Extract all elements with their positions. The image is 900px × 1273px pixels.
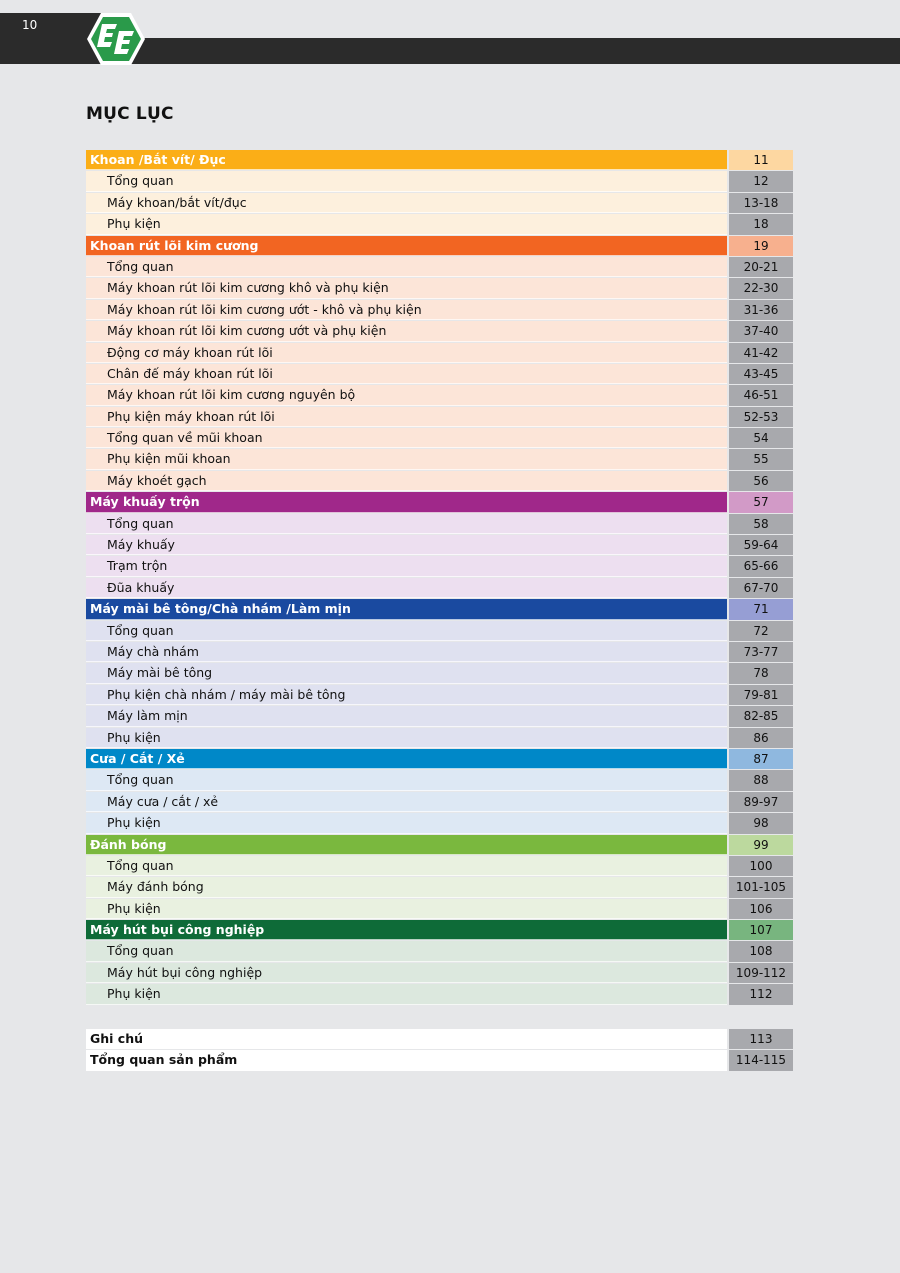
toc-entry[interactable] xyxy=(86,407,793,428)
page-number-cell: 55 xyxy=(729,449,793,469)
toc-entry[interactable] xyxy=(86,385,793,406)
page-number-cell: 67-70 xyxy=(729,578,793,598)
entry-label: Máy khoét gạch xyxy=(86,471,727,491)
page-number-cell: 112 xyxy=(729,984,793,1004)
entry-label: Phụ kiện xyxy=(86,899,727,919)
toc-entry[interactable] xyxy=(86,621,793,642)
page-number-cell: 88 xyxy=(729,770,793,790)
toc-entry[interactable] xyxy=(86,193,793,214)
entry-label: Tổng quan xyxy=(86,941,727,961)
page-number-cell: 19 xyxy=(729,236,793,256)
page-number-cell: 20-21 xyxy=(729,257,793,277)
page-number-cell: 59-64 xyxy=(729,535,793,555)
page-number-cell: 106 xyxy=(729,899,793,919)
entry-label: Tổng quan xyxy=(86,514,727,534)
page-number-cell: 89-97 xyxy=(729,792,793,812)
entry-label: Tổng quan xyxy=(86,257,727,277)
section-title: Đánh bóng xyxy=(86,835,727,855)
page-number-cell: 31-36 xyxy=(729,300,793,320)
section-header[interactable] xyxy=(86,236,793,257)
page-number-cell: 98 xyxy=(729,813,793,833)
page-title: MỤC LỤC xyxy=(86,104,174,124)
page-number-cell: 43-45 xyxy=(729,364,793,384)
page-number-cell: 12 xyxy=(729,171,793,191)
page-number-cell: 54 xyxy=(729,428,793,448)
entry-label: Trạm trộn xyxy=(86,556,727,576)
toc-entry[interactable] xyxy=(86,899,793,920)
entry-label: Máy khuấy xyxy=(86,535,727,555)
section-header[interactable] xyxy=(86,835,793,856)
extra-entry[interactable] xyxy=(86,1029,793,1050)
toc-entry[interactable] xyxy=(86,300,793,321)
entry-label: Ghi chú xyxy=(86,1029,727,1049)
page-number: 10 xyxy=(22,18,38,32)
page-number-cell: 101-105 xyxy=(729,877,793,897)
page-number-cell: 82-85 xyxy=(729,706,793,726)
section-header[interactable] xyxy=(86,749,793,770)
section-title: Máy mài bê tông/Chà nhám /Làm mịn xyxy=(86,599,727,619)
entry-label: Phụ kiện chà nhám / máy mài bê tông xyxy=(86,685,727,705)
page-number-cell: 113 xyxy=(729,1029,793,1049)
page-number-cell: 58 xyxy=(729,514,793,534)
toc-entry[interactable] xyxy=(86,856,793,877)
toc-entry[interactable] xyxy=(86,813,793,834)
toc-entry[interactable] xyxy=(86,706,793,727)
toc-entry[interactable] xyxy=(86,728,793,749)
entry-label: Máy chà nhám xyxy=(86,642,727,662)
entry-label: Máy đánh bóng xyxy=(86,877,727,897)
section-header[interactable] xyxy=(86,920,793,941)
entry-label: Máy khoan/bắt vít/đục xyxy=(86,193,727,213)
toc-entry[interactable] xyxy=(86,214,793,235)
toc-entry[interactable] xyxy=(86,535,793,556)
section-header[interactable] xyxy=(86,492,793,513)
entry-label: Máy khoan rút lõi kim cương nguyên bộ xyxy=(86,385,727,405)
entry-label: Phụ kiện xyxy=(86,813,727,833)
toc-entry[interactable] xyxy=(86,685,793,706)
entry-label: Tổng quan sản phẩm xyxy=(86,1050,727,1070)
page-number-cell: 22-30 xyxy=(729,278,793,298)
page-number-cell: 13-18 xyxy=(729,193,793,213)
entry-label: Máy hút bụi công nghiệp xyxy=(86,963,727,983)
page-number-cell: 99 xyxy=(729,835,793,855)
extra-entries xyxy=(86,1029,793,1072)
toc-entry[interactable] xyxy=(86,449,793,470)
entry-label: Máy làm mịn xyxy=(86,706,727,726)
toc-entry[interactable] xyxy=(86,663,793,684)
entry-label: Đũa khuấy xyxy=(86,578,727,598)
page-number-cell: 79-81 xyxy=(729,685,793,705)
entry-label: Phụ kiện máy khoan rút lõi xyxy=(86,407,727,427)
section-title: Khoan /Bắt vít/ Đục xyxy=(86,150,727,170)
page-number-cell: 109-112 xyxy=(729,963,793,983)
page-number-cell: 114-115 xyxy=(729,1050,793,1070)
entry-label: Phụ kiện mũi khoan xyxy=(86,449,727,469)
section-header[interactable] xyxy=(86,599,793,620)
entry-label: Tổng quan xyxy=(86,171,727,191)
entry-label: Động cơ máy khoan rút lõi xyxy=(86,343,727,363)
page-number-cell: 56 xyxy=(729,471,793,491)
page-number-cell: 37-40 xyxy=(729,321,793,341)
entry-label: Tổng quan xyxy=(86,770,727,790)
page-number-cell: 11 xyxy=(729,150,793,170)
toc-entry[interactable] xyxy=(86,941,793,962)
entry-label: Phụ kiện xyxy=(86,984,727,1004)
page-number-cell: 41-42 xyxy=(729,343,793,363)
page-number-cell: 52-53 xyxy=(729,407,793,427)
toc-entry[interactable] xyxy=(86,963,793,984)
toc-entry[interactable] xyxy=(86,578,793,599)
entry-label: Máy khoan rút lõi kim cương ướt - khô và phụ kiện xyxy=(86,300,727,320)
toc-entry[interactable] xyxy=(86,642,793,663)
toc-entry[interactable] xyxy=(86,877,793,898)
entry-label: Phụ kiện xyxy=(86,214,727,234)
entry-label: Máy khoan rút lõi kim cương ướt và phụ kiện xyxy=(86,321,727,341)
toc-entry[interactable] xyxy=(86,364,793,385)
toc-entry[interactable] xyxy=(86,428,793,449)
toc-entry[interactable] xyxy=(86,471,793,492)
toc-entry[interactable] xyxy=(86,514,793,535)
section-title: Khoan rút lõi kim cương xyxy=(86,236,727,256)
ee-logo-icon xyxy=(86,12,146,66)
page-number-cell: 100 xyxy=(729,856,793,876)
page-number-cell: 107 xyxy=(729,920,793,940)
extra-entry[interactable] xyxy=(86,1050,793,1071)
entry-label: Tổng quan về mũi khoan xyxy=(86,428,727,448)
entry-label: Tổng quan xyxy=(86,621,727,641)
page-number-cell: 46-51 xyxy=(729,385,793,405)
toc-entry[interactable] xyxy=(86,984,793,1005)
page-number-cell: 72 xyxy=(729,621,793,641)
page-number-cell: 65-66 xyxy=(729,556,793,576)
toc-entry[interactable] xyxy=(86,278,793,299)
toc-entry[interactable] xyxy=(86,792,793,813)
page-number-cell: 86 xyxy=(729,728,793,748)
entry-label: Tổng quan xyxy=(86,856,727,876)
toc-entry[interactable] xyxy=(86,321,793,342)
toc-entry[interactable] xyxy=(86,343,793,364)
section-title: Máy hút bụi công nghiệp xyxy=(86,920,727,940)
section-header[interactable] xyxy=(86,150,793,171)
entry-label: Chân đế máy khoan rút lõi xyxy=(86,364,727,384)
page-number-cell: 87 xyxy=(729,749,793,769)
entry-label: Máy khoan rút lõi kim cương khô và phụ kiện xyxy=(86,278,727,298)
page-number-cell: 73-77 xyxy=(729,642,793,662)
page-number-cell: 78 xyxy=(729,663,793,683)
entry-label: Máy cưa / cắt / xẻ xyxy=(86,792,727,812)
page-number-cell: 108 xyxy=(729,941,793,961)
section-title: Cưa / Cắt / Xẻ xyxy=(86,749,727,769)
toc-entry[interactable] xyxy=(86,257,793,278)
entry-label: Phụ kiện xyxy=(86,728,727,748)
entry-label: Máy mài bê tông xyxy=(86,663,727,683)
toc-entry[interactable] xyxy=(86,770,793,791)
page-number-cell: 71 xyxy=(729,599,793,619)
page-number-cell: 57 xyxy=(729,492,793,512)
toc-entry[interactable] xyxy=(86,556,793,577)
table-of-contents xyxy=(86,150,793,1006)
page-number-cell: 18 xyxy=(729,214,793,234)
toc-entry[interactable] xyxy=(86,171,793,192)
section-title: Máy khuấy trộn xyxy=(86,492,727,512)
